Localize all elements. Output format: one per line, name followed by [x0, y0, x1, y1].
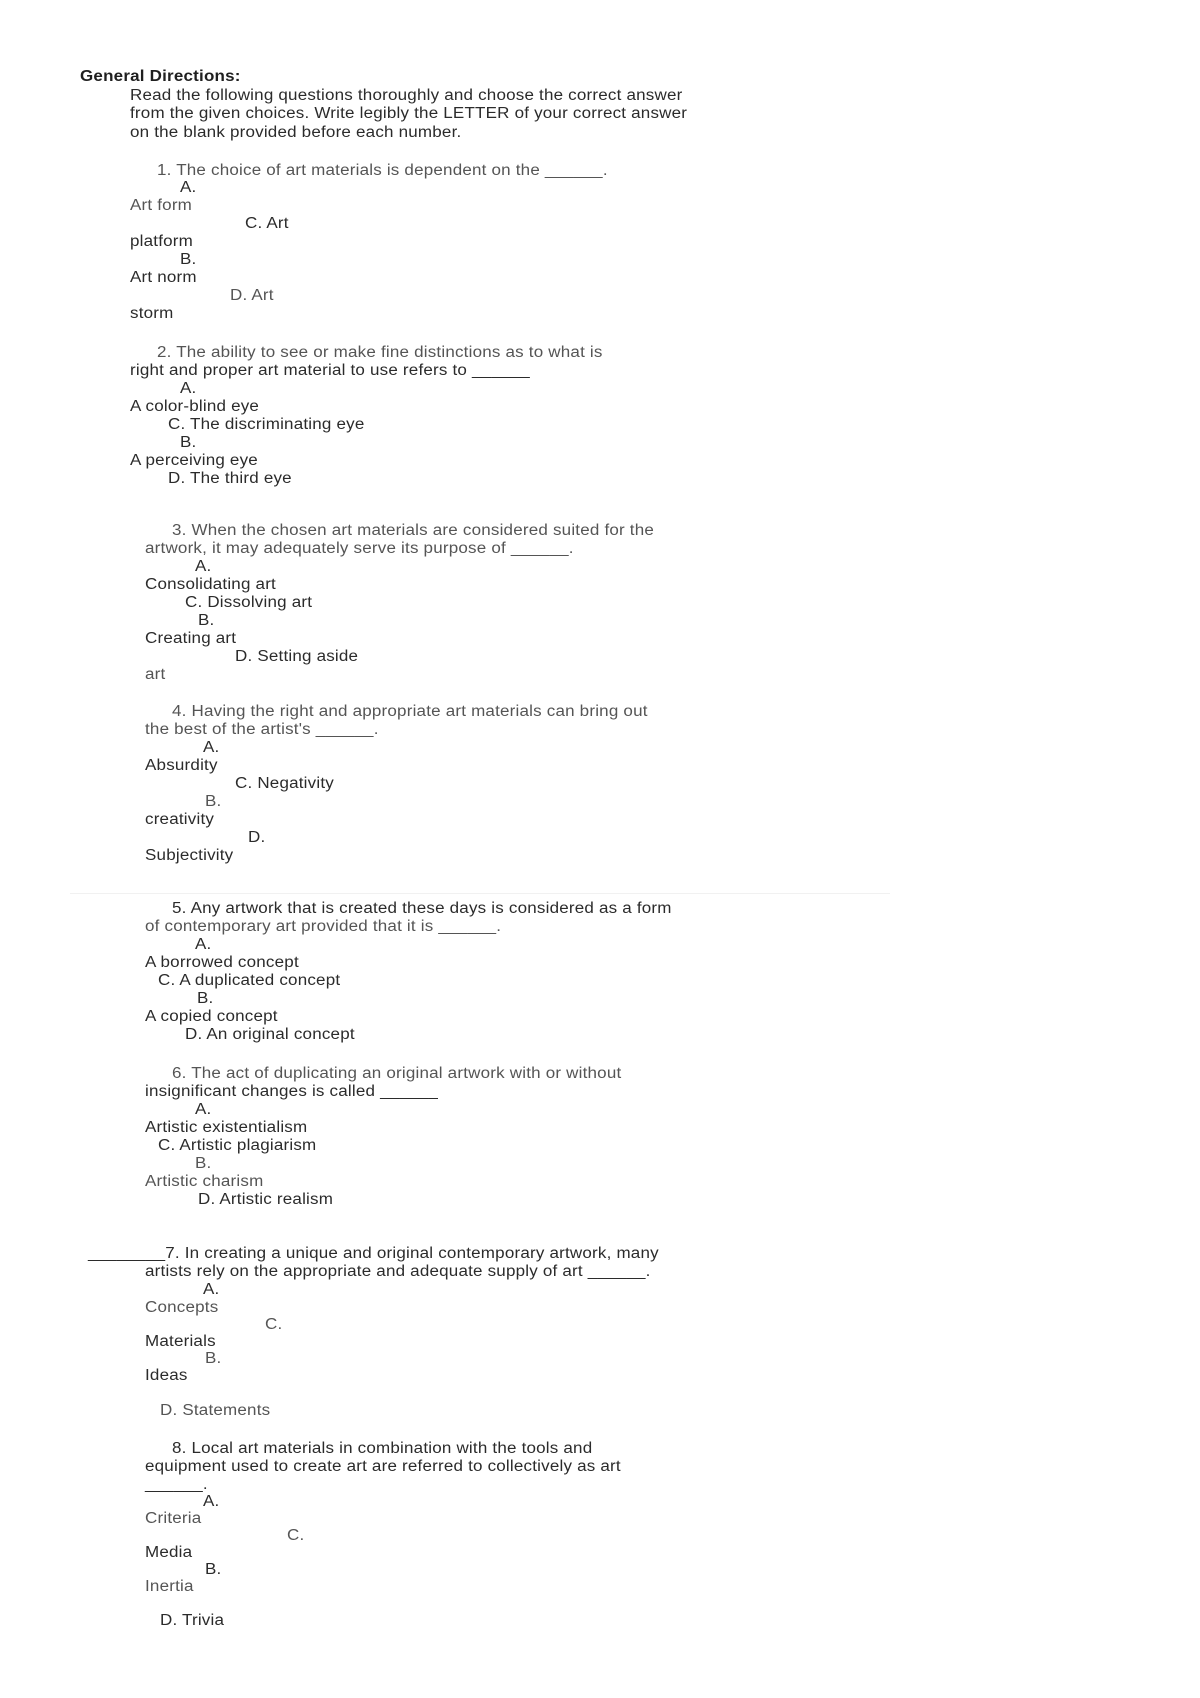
choice-b: A perceiving eye — [130, 451, 258, 469]
choice-b-letter: B. — [180, 433, 197, 451]
choice-b: Art norm — [130, 268, 197, 286]
question-stem: 2. The ability to see or make fine distinctions as to what is — [157, 343, 603, 361]
choice-d: D. Artistic realism — [198, 1190, 334, 1208]
question-stem: the best of the artist's ______. — [145, 720, 379, 738]
choice-a-letter: A. — [180, 178, 197, 196]
choice-b-letter: B. — [205, 1560, 222, 1578]
choice-d: D. An original concept — [185, 1025, 355, 1043]
choice-c-letter: C. — [265, 1315, 283, 1333]
question-stem: artists rely on the appropriate and adequate supply of art ______. — [145, 1262, 651, 1280]
choice-a-letter: A. — [203, 738, 220, 756]
choice-b: creativity — [145, 810, 215, 828]
choice-a: Concepts — [145, 1298, 219, 1316]
choice-d: D. The third eye — [168, 469, 292, 487]
choice-b: Ideas — [145, 1366, 188, 1384]
question-stem: 1. The choice of art materials is dependent on the ______. — [157, 161, 608, 179]
choice-d: D. Trivia — [160, 1611, 225, 1629]
choice-a-letter: A. — [195, 1100, 212, 1118]
choice-c: C. A duplicated concept — [158, 971, 341, 989]
question-stem: ______. — [145, 1475, 208, 1493]
question-stem: of contemporary art provided that it is ______. — [145, 917, 502, 935]
choice-b-letter: B. — [198, 611, 215, 629]
question-stem: artwork, it may adequately serve its purpose of ______. — [145, 539, 574, 557]
question-stem: right and proper art material to use refers to ______ — [130, 361, 530, 379]
question-stem: 8. Local art materials in combination with the tools and — [172, 1439, 593, 1457]
choice-a-letter: A. — [203, 1280, 220, 1298]
directions-line: from the given choices. Write legibly the LETTER of your correct answer — [130, 104, 688, 122]
choice-d: D. Statements — [160, 1401, 271, 1419]
choice-a-letter: A. — [195, 935, 212, 953]
choice-b-letter: B. — [205, 792, 222, 810]
choice-b-letter: B. — [180, 250, 197, 268]
choice-c: Materials — [145, 1332, 216, 1350]
choice-d: storm — [130, 304, 174, 322]
choice-c: Media — [145, 1543, 193, 1561]
question-stem: 3. When the chosen art materials are considered suited for the — [172, 521, 655, 539]
choice-a-letter: A. — [195, 557, 212, 575]
choice-d: D. Setting aside — [235, 647, 359, 665]
choice-c: platform — [130, 232, 194, 250]
choice-c: C. Dissolving art — [185, 593, 313, 611]
choice-c: C. The discriminating eye — [168, 415, 365, 433]
choice-d-continued: art — [145, 665, 166, 683]
choice-c: C. Artistic plagiarism — [158, 1136, 317, 1154]
choice-d-letter: D. — [248, 828, 266, 846]
choice-d: Subjectivity — [145, 846, 234, 864]
choice-a: A color-blind eye — [130, 397, 260, 415]
choice-b-letter: B. — [195, 1154, 212, 1172]
choice-b: Creating art — [145, 629, 237, 647]
directions-heading: General Directions: — [80, 67, 241, 85]
choice-a-letter: A. — [203, 1492, 220, 1510]
choice-d-letter: D. Art — [230, 286, 274, 304]
choice-a-letter: A. — [180, 379, 197, 397]
choice-a: Artistic existentialism — [145, 1118, 308, 1136]
question-stem: 6. The act of duplicating an original artwork with or without — [172, 1064, 622, 1082]
choice-c: C. Negativity — [235, 774, 334, 792]
directions-line: on the blank provided before each number. — [130, 123, 462, 141]
choice-a: Absurdity — [145, 756, 218, 774]
choice-a: Criteria — [145, 1509, 202, 1527]
question-stem: insignificant changes is called ______ — [145, 1082, 439, 1100]
question-stem: 5. Any artwork that is created these days is considered as a form — [172, 899, 672, 917]
choice-b: A copied concept — [145, 1007, 278, 1025]
choice-c-letter: C. Art — [245, 214, 289, 232]
choice-b: Inertia — [145, 1577, 194, 1595]
choice-a: A borrowed concept — [145, 953, 299, 971]
choice-a: Art form — [130, 196, 193, 214]
divider — [70, 893, 890, 894]
choice-b-letter: B. — [205, 1349, 222, 1367]
choice-b-letter: B. — [197, 989, 214, 1007]
choice-a: Consolidating art — [145, 575, 276, 593]
question-stem: 4. Having the right and appropriate art materials can bring out — [172, 702, 648, 720]
choice-c-letter: C. — [287, 1526, 305, 1544]
question-stem: ________7. In creating a unique and original contemporary artwork, many — [88, 1244, 659, 1262]
choice-b: Artistic charism — [145, 1172, 264, 1190]
directions-line: Read the following questions thoroughly and choose the correct answer — [130, 86, 683, 104]
question-stem: equipment used to create art are referred to collectively as art — [145, 1457, 621, 1475]
